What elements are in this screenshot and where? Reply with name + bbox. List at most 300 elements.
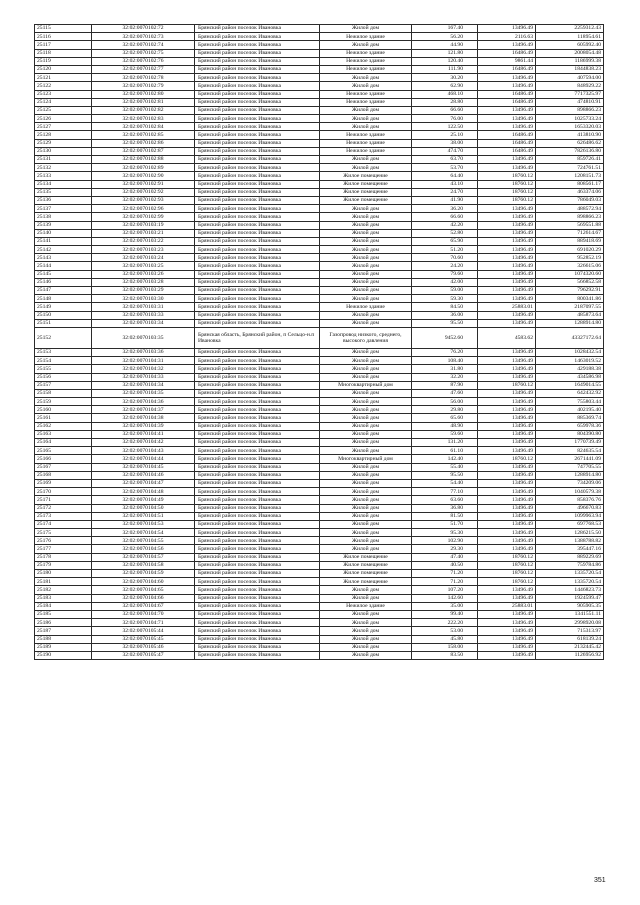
cadastral-value-cell: 858376.76 (536, 496, 604, 504)
cadastral-number-cell: 32:02:0070104:37 (92, 406, 195, 414)
cadastral-number-cell: 32:02:0070104:58 (92, 561, 195, 569)
row-number-cell: 25173 (35, 512, 92, 520)
specific-value-cell: 13496.49 (478, 123, 536, 131)
area-cell: 36.80 (412, 504, 478, 512)
table-row (35, 188, 604, 196)
address-cell: Брянский район поселок Ивановка (195, 455, 320, 463)
cadastral-value-cell: 474810.91 (536, 98, 604, 106)
specific-value-cell: 13496.49 (478, 348, 536, 356)
table-row (35, 131, 604, 139)
area-cell: 40.50 (412, 561, 478, 569)
specific-value-cell: 13496.49 (478, 537, 536, 545)
row-number-cell: 25124 (35, 98, 92, 106)
row-number-cell: 25187 (35, 627, 92, 635)
cadastral-number-cell: 32:02:0070102:90 (92, 172, 195, 180)
address-cell: Брянский район поселок Ивановка (195, 537, 320, 545)
specific-value-cell: 13496.49 (478, 246, 536, 254)
row-number-cell: 25174 (35, 520, 92, 528)
cadastral-number-cell: 32:02:0070104:49 (92, 496, 195, 504)
address-cell: Брянский район поселок Ивановка (195, 196, 320, 204)
cadastral-number-cell: 32:02:0070103:24 (92, 254, 195, 262)
cadastral-value-cell: 1463019.52 (536, 357, 604, 365)
specific-value-cell: 13496.49 (478, 221, 536, 229)
table-row (35, 295, 604, 303)
cadastral-number-cell: 32:02:0070104:60 (92, 578, 195, 586)
cadastral-value-cell: 800341.86 (536, 295, 604, 303)
specific-value-cell: 13496.49 (478, 619, 536, 627)
row-number-cell: 25179 (35, 561, 92, 569)
specific-value-cell: 13496.49 (478, 262, 536, 270)
cadastral-number-cell: 32:02:0070102:81 (92, 98, 195, 106)
cadastral-number-cell: 32:02:0070105:45 (92, 635, 195, 643)
object-type-cell: Жилое помещение (320, 553, 412, 561)
object-type-cell: Нежилое здание (320, 90, 412, 98)
cadastral-value-cell: 413810.90 (536, 131, 604, 139)
area-cell: 29.30 (412, 545, 478, 553)
object-type-cell: Жилой дом (320, 389, 412, 397)
area-cell: 76.00 (412, 115, 478, 123)
address-cell: Брянский район поселок Ивановка (195, 553, 320, 561)
specific-value-cell: 13496.49 (478, 205, 536, 213)
cadastral-value-cell: 1028432.54 (536, 348, 604, 356)
address-cell: Брянский район поселок Ивановка (195, 221, 320, 229)
row-number-cell: 25175 (35, 529, 92, 537)
object-type-cell: Жилой дом (320, 365, 412, 373)
cadastral-number-cell: 32:02:0070102:89 (92, 164, 195, 172)
row-number-cell: 25156 (35, 373, 92, 381)
cadastral-number-cell: 32:02:0070103:26 (92, 270, 195, 278)
area-cell: 131.20 (412, 439, 478, 447)
object-type-cell: Жилой дом (320, 488, 412, 496)
cadastral-value-cell: 1388788.82 (536, 537, 604, 545)
table-row (35, 439, 604, 447)
cadastral-number-cell: 32:02:0070104:48 (92, 488, 195, 496)
cadastral-number-cell: 32:02:0070104:39 (92, 422, 195, 430)
specific-value-cell: 13496.49 (478, 295, 536, 303)
area-cell: 84.50 (412, 303, 478, 311)
row-number-cell: 25127 (35, 123, 92, 131)
row-number-cell: 25118 (35, 49, 92, 57)
cadastral-value-cell: 808561.17 (536, 180, 604, 188)
object-type-cell: Многоквартирный дом (320, 455, 412, 463)
table-row (35, 327, 604, 348)
specific-value-cell: 13496.49 (478, 439, 536, 447)
table-row (35, 389, 604, 397)
table-row (35, 635, 604, 643)
row-number-cell: 25160 (35, 406, 92, 414)
row-number-cell: 25168 (35, 471, 92, 479)
address-cell: Брянский район поселок Ивановка (195, 430, 320, 438)
cadastral-value-cell: 885369.74 (536, 414, 604, 422)
address-cell: Брянский район поселок Ивановка (195, 123, 320, 131)
object-type-cell: Жилой дом (320, 123, 412, 131)
cadastral-number-cell: 32:02:0070103:30 (92, 295, 195, 303)
cadastral-value-cell: 463374.06 (536, 188, 604, 196)
address-cell: Брянский район поселок Ивановка (195, 512, 320, 520)
table-row (35, 262, 604, 270)
object-type-cell: Нежилое здание (320, 98, 412, 106)
address-cell: Брянский район поселок Ивановка (195, 496, 320, 504)
row-number-cell: 25153 (35, 348, 92, 356)
object-type-cell: Жилой дом (320, 311, 412, 319)
cadastral-value-cell: 1025733.24 (536, 115, 604, 123)
area-cell: 142.60 (412, 594, 478, 602)
specific-value-cell: 16486.49 (478, 49, 536, 57)
cadastral-value-cell: 569551.88 (536, 221, 604, 229)
cadastral-number-cell: 32:02:0070104:36 (92, 398, 195, 406)
cadastral-value-cell: 1844838.23 (536, 65, 604, 73)
cadastral-value-cell: 434586.98 (536, 373, 604, 381)
object-type-cell: Жилое помещение (320, 570, 412, 578)
specific-value-cell: 13496.49 (478, 406, 536, 414)
specific-value-cell: 16486.49 (478, 90, 536, 98)
row-number-cell: 25139 (35, 221, 92, 229)
row-number-cell: 25125 (35, 106, 92, 114)
specific-value-cell: 13496.49 (478, 414, 536, 422)
area-cell: 468.10 (412, 90, 478, 98)
object-type-cell: Жилой дом (320, 221, 412, 229)
object-type-cell: Жилой дом (320, 635, 412, 643)
specific-value-cell: 13496.49 (478, 357, 536, 365)
cadastral-value-cell: 1653320.03 (536, 123, 604, 131)
address-cell: Брянский район поселок Ивановка (195, 529, 320, 537)
cadastral-number-cell: 32:02:0070104:34 (92, 381, 195, 389)
cadastral-value-cell: 848929.22 (536, 82, 604, 90)
row-number-cell: 25128 (35, 131, 92, 139)
table-row (35, 455, 604, 463)
object-type-cell: Жилой дом (320, 115, 412, 123)
specific-value-cell: 25883.01 (478, 303, 536, 311)
area-cell: 59.60 (412, 430, 478, 438)
cadastral-number-cell: 32:02:0070102:83 (92, 115, 195, 123)
cadastral-number-cell: 32:02:0070104:42 (92, 439, 195, 447)
area-cell: 53.70 (412, 164, 478, 172)
address-cell: Брянский район поселок Ивановка (195, 205, 320, 213)
specific-value-cell: 13496.49 (478, 270, 536, 278)
object-type-cell: Жилой дом (320, 537, 412, 545)
table-row (35, 619, 604, 627)
cadastral-number-cell: 32:02:0070104:65 (92, 586, 195, 594)
cadastral-value-cell: 1288914.80 (536, 471, 604, 479)
area-cell: 44.90 (412, 41, 478, 49)
table-row (35, 414, 604, 422)
row-number-cell: 25123 (35, 90, 92, 98)
table-row (35, 504, 604, 512)
object-type-cell: Жилой дом (320, 586, 412, 594)
cadastral-value-cell: 2132445.42 (536, 643, 604, 651)
area-cell: 66.60 (412, 106, 478, 114)
row-number-cell: 25116 (35, 33, 92, 41)
cadastral-value-cell: 7717325.97 (536, 90, 604, 98)
table-row (35, 602, 604, 610)
row-number-cell: 25176 (35, 537, 92, 545)
address-cell: Брянский район поселок Ивановка (195, 439, 320, 447)
cadastral-value-cell: 905905.35 (536, 602, 604, 610)
row-number-cell: 25172 (35, 504, 92, 512)
area-cell: 51.20 (412, 246, 478, 254)
object-type-cell: Жилой дом (320, 398, 412, 406)
object-type-cell: Жилое помещение (320, 196, 412, 204)
area-cell: 66.60 (412, 213, 478, 221)
address-cell: Брянский район поселок Ивановка (195, 172, 320, 180)
object-type-cell: Жилой дом (320, 229, 412, 237)
address-cell: Брянский район поселок Ивановка (195, 594, 320, 602)
row-number-cell: 25146 (35, 278, 92, 286)
object-type-cell: Нежилое здание (320, 139, 412, 147)
object-type-cell: Жилой дом (320, 41, 412, 49)
object-type-cell: Нежилое здание (320, 65, 412, 73)
cadastral-number-cell: 32:02:0070103:22 (92, 237, 195, 245)
cadastral-value-cell: 2671441.09 (536, 455, 604, 463)
row-number-cell: 25143 (35, 254, 92, 262)
address-cell: Брянский район поселок Ивановка (195, 106, 320, 114)
area-cell: 99.40 (412, 610, 478, 618)
object-type-cell: Жилой дом (320, 619, 412, 627)
area-cell: 52.80 (412, 229, 478, 237)
row-number-cell: 25162 (35, 422, 92, 430)
object-type-cell: Жилой дом (320, 627, 412, 635)
table-row (35, 156, 604, 164)
cadastral-value-cell: 1288914.80 (536, 319, 604, 327)
table-row (35, 164, 604, 172)
table-row (35, 319, 604, 327)
area-cell: 111.90 (412, 65, 478, 73)
row-number-cell: 25147 (35, 287, 92, 295)
table-row (35, 90, 604, 98)
address-cell: Брянский район поселок Ивановка (195, 278, 320, 286)
specific-value-cell: 13496.49 (478, 156, 536, 164)
area-cell: 76.20 (412, 348, 478, 356)
cadastral-number-cell: 32:02:0070104:59 (92, 570, 195, 578)
specific-value-cell: 9861.44 (478, 57, 536, 65)
cadastral-value-cell: 485873.64 (536, 311, 604, 319)
cadastral-value-cell: 407594.00 (536, 74, 604, 82)
cadastral-value-cell: 2008054.48 (536, 49, 604, 57)
cadastral-value-cell: 43327172.64 (536, 327, 604, 348)
row-number-cell: 25180 (35, 570, 92, 578)
cadastral-number-cell: 32:02:0070104:43 (92, 447, 195, 455)
object-type-cell: Нежилое здание (320, 57, 412, 65)
cadastral-value-cell: 2998920.08 (536, 619, 604, 627)
table-row (35, 205, 604, 213)
specific-value-cell: 13496.49 (478, 106, 536, 114)
table-row (35, 471, 604, 479)
cadastral-number-cell: 32:02:0070102:93 (92, 196, 195, 204)
row-number-cell: 25154 (35, 357, 92, 365)
area-cell: 55.40 (412, 463, 478, 471)
table-row (35, 348, 604, 356)
row-number-cell: 25161 (35, 414, 92, 422)
cadastral-value-cell: 659978.36 (536, 422, 604, 430)
cadastral-value-cell: 952852.19 (536, 254, 604, 262)
cadastral-number-cell: 32:02:0070104:54 (92, 529, 195, 537)
row-number-cell: 25120 (35, 65, 92, 73)
specific-value-cell: 18760.12 (478, 578, 536, 586)
row-number-cell: 25149 (35, 303, 92, 311)
table-row (35, 57, 604, 65)
object-type-cell: Жилой дом (320, 287, 412, 295)
object-type-cell: Жилое помещение (320, 561, 412, 569)
specific-value-cell: 13496.49 (478, 496, 536, 504)
cadastral-value-cell: 898866.23 (536, 106, 604, 114)
cadastral-value-cell: 496670.83 (536, 504, 604, 512)
area-cell: 41.90 (412, 196, 478, 204)
area-cell: 47.40 (412, 553, 478, 561)
object-type-cell: Жилой дом (320, 504, 412, 512)
specific-value-cell: 16486.49 (478, 98, 536, 106)
cadastral-value-cell: 1208151.73 (536, 172, 604, 180)
row-number-cell: 25140 (35, 229, 92, 237)
table-row (35, 381, 604, 389)
area-cell: 65.90 (412, 237, 478, 245)
cadastral-number-cell: 32:02:0070102:87 (92, 147, 195, 155)
object-type-cell: Жилой дом (320, 463, 412, 471)
row-number-cell: 25145 (35, 270, 92, 278)
object-type-cell: Жилой дом (320, 447, 412, 455)
address-cell: Брянский район поселок Ивановка (195, 545, 320, 553)
area-cell: 38.00 (412, 139, 478, 147)
cadastral-number-cell: 32:02:0070104:57 (92, 553, 195, 561)
cadastral-number-cell: 32:02:0070103:29 (92, 287, 195, 295)
table-row (35, 303, 604, 311)
address-cell: Брянский район поселок Ивановка (195, 229, 320, 237)
specific-value-cell: 18760.12 (478, 188, 536, 196)
object-type-cell: Жилой дом (320, 348, 412, 356)
table-row (35, 221, 604, 229)
cadastral-number-cell: 32:02:0070102:73 (92, 33, 195, 41)
table-row (35, 246, 604, 254)
cadastral-value-cell: 605992.40 (536, 41, 604, 49)
cadastral-value-cell: 1286215.50 (536, 529, 604, 537)
row-number-cell: 25119 (35, 57, 92, 65)
area-cell: 102.90 (412, 537, 478, 545)
table-row (35, 594, 604, 602)
row-number-cell: 25170 (35, 488, 92, 496)
area-cell: 36.00 (412, 311, 478, 319)
object-type-cell: Жилой дом (320, 74, 412, 82)
cadastral-number-cell: 32:02:0070102:79 (92, 82, 195, 90)
cadastral-value-cell: 618139.24 (536, 635, 604, 643)
address-cell: Брянский район поселок Ивановка (195, 414, 320, 422)
row-number-cell: 25132 (35, 164, 92, 172)
cadastral-number-cell: 32:02:0070104:70 (92, 610, 195, 618)
cadastral-number-cell: 32:02:0070104:35 (92, 389, 195, 397)
cadastral-number-cell: 32:02:0070104:66 (92, 594, 195, 602)
cadastral-number-cell: 32:02:0070103:33 (92, 311, 195, 319)
object-type-cell: Многоквартирный дом (320, 381, 412, 389)
specific-value-cell: 13496.49 (478, 512, 536, 520)
specific-value-cell: 13496.49 (478, 586, 536, 594)
specific-value-cell: 13496.49 (478, 74, 536, 82)
row-number-cell: 25136 (35, 196, 92, 204)
row-number-cell: 25189 (35, 643, 92, 651)
specific-value-cell: 13496.49 (478, 398, 536, 406)
object-type-cell: Жилой дом (320, 295, 412, 303)
address-cell: Брянский район поселок Ивановка (195, 627, 320, 635)
row-number-cell: 25115 (35, 25, 92, 33)
table-body (35, 25, 604, 660)
cadastral-number-cell: 32:02:0070105:47 (92, 651, 195, 659)
specific-value-cell: 13496.49 (478, 164, 536, 172)
cadastral-value-cell: 626486.62 (536, 139, 604, 147)
object-type-cell: Нежилое здание (320, 602, 412, 610)
address-cell: Брянский район поселок Ивановка (195, 578, 320, 586)
specific-value-cell: 13496.49 (478, 520, 536, 528)
address-cell: Брянский район поселок Ивановка (195, 254, 320, 262)
table-row (35, 278, 604, 286)
row-number-cell: 25131 (35, 156, 92, 164)
row-number-cell: 25183 (35, 594, 92, 602)
address-cell: Брянский район поселок Ивановка (195, 619, 320, 627)
cadastral-number-cell: 32:02:0070104:51 (92, 512, 195, 520)
table-row (35, 406, 604, 414)
specific-value-cell: 16486.49 (478, 139, 536, 147)
object-type-cell: Жилой дом (320, 520, 412, 528)
row-number-cell: 25177 (35, 545, 92, 553)
row-number-cell: 25184 (35, 602, 92, 610)
object-type-cell: Жилой дом (320, 319, 412, 327)
cadastral-value-cell: 697768.53 (536, 520, 604, 528)
area-cell: 29.80 (412, 406, 478, 414)
object-type-cell: Жилой дом (320, 373, 412, 381)
row-number-cell: 25171 (35, 496, 92, 504)
cadastral-number-cell: 32:02:0070102:84 (92, 123, 195, 131)
object-type-cell: Жилой дом (320, 479, 412, 487)
area-cell: 158.00 (412, 643, 478, 651)
table-row (35, 65, 604, 73)
specific-value-cell: 13496.49 (478, 365, 536, 373)
address-cell: Брянская область, Брянский район, п Сельцо-н.п Ивановка (195, 327, 320, 348)
area-cell: 107.20 (412, 586, 478, 594)
cadastral-number-cell: 32:02:0070103:35 (92, 327, 195, 348)
cadastral-number-cell: 32:02:0070102:92 (92, 188, 195, 196)
area-cell: 59.00 (412, 287, 478, 295)
cadastral-value-cell: 488572.94 (536, 205, 604, 213)
address-cell: Брянский район поселок Ивановка (195, 131, 320, 139)
cadastral-number-cell: 32:02:0070102:80 (92, 90, 195, 98)
address-cell: Брянский район поселок Ивановка (195, 164, 320, 172)
cadastral-number-cell: 32:02:0070103:31 (92, 303, 195, 311)
object-type-cell: Жилой дом (320, 156, 412, 164)
address-cell: Брянский район поселок Ивановка (195, 586, 320, 594)
table-row (35, 570, 604, 578)
address-cell: Брянский район поселок Ивановка (195, 311, 320, 319)
cadastral-value-cell: 898866.23 (536, 213, 604, 221)
table-row (35, 545, 604, 553)
cadastral-number-cell: 32:02:0070102:78 (92, 74, 195, 82)
cadastral-number-cell: 32:02:0070104:71 (92, 619, 195, 627)
address-cell: Брянский район поселок Ивановка (195, 479, 320, 487)
specific-value-cell: 13496.49 (478, 627, 536, 635)
table-row (35, 512, 604, 520)
area-cell: 48.90 (412, 422, 478, 430)
area-cell: 61.10 (412, 447, 478, 455)
address-cell: Брянский район поселок Ивановка (195, 319, 320, 327)
object-type-cell: Жилой дом (320, 496, 412, 504)
address-cell: Брянский район поселок Ивановка (195, 139, 320, 147)
object-type-cell: Жилое помещение (320, 188, 412, 196)
table-row (35, 254, 604, 262)
area-cell: 59.30 (412, 295, 478, 303)
table-row (35, 287, 604, 295)
cadastral-number-cell: 32:02:0070102:96 (92, 205, 195, 213)
page-number: 351 (594, 877, 606, 884)
address-cell: Брянский район поселок Ивановка (195, 398, 320, 406)
specific-value-cell: 13496.49 (478, 430, 536, 438)
address-cell: Брянский район поселок Ивановка (195, 561, 320, 569)
cadastral-number-cell: 32:02:0070103:25 (92, 262, 195, 270)
cadastral-value-cell: 1099963.94 (536, 512, 604, 520)
